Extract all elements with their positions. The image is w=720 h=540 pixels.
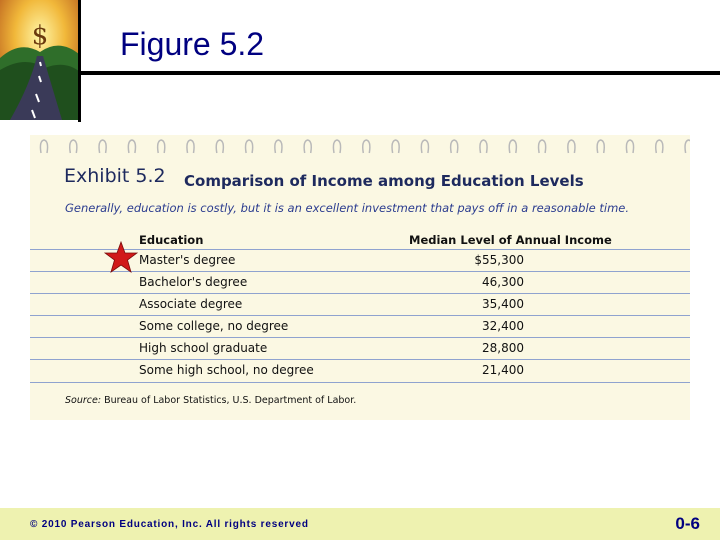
education-cell: Bachelor's degree [139, 275, 248, 289]
source-note [65, 395, 356, 406]
exhibit-title: Comparison of Income among Education Levels [184, 172, 584, 190]
education-cell: Master's degree [139, 253, 236, 267]
spiral-ring [568, 140, 575, 153]
table-row [30, 293, 690, 315]
star-icon [104, 241, 138, 273]
road-to-money-logo-icon [0, 0, 80, 120]
education-cell: High school graduate [139, 341, 268, 355]
spiral-ring [304, 140, 311, 153]
income-cell: 35,400 [482, 297, 524, 311]
footer-bar [0, 508, 720, 540]
slide-title: Figure 5.2 [120, 26, 265, 62]
spiral-ring [480, 140, 487, 153]
spiral-ring [128, 140, 135, 153]
spiral-ring [451, 140, 458, 153]
spiral-ring [392, 140, 399, 153]
table-row [30, 337, 690, 359]
income-cell: 32,400 [482, 319, 524, 333]
spiral-ring [363, 140, 370, 153]
education-cell: Some college, no degree [139, 319, 289, 333]
spiral-ring [656, 140, 663, 153]
spiral-binding [30, 137, 690, 157]
title-rule [78, 71, 720, 75]
education-cell: Associate degree [139, 297, 243, 311]
spiral-ring [509, 140, 516, 153]
spiral-ring [187, 140, 194, 153]
spiral-ring [70, 140, 77, 153]
exhibit-card [30, 135, 690, 420]
education-column-header: Education [139, 233, 204, 247]
spiral-ring [333, 140, 340, 153]
source-label: Source: [65, 395, 102, 406]
exhibit-subtitle: Generally, education is costly, but it is an excellent investment that pays off in a reasonable time. [65, 201, 630, 215]
table-row [30, 315, 690, 337]
income-cell: 28,800 [482, 341, 524, 355]
header-left-rule [78, 0, 81, 122]
table-row [30, 271, 690, 293]
spiral-ring [597, 140, 604, 153]
spiral-ring [216, 140, 223, 153]
income-cell: 21,400 [482, 363, 524, 377]
income-cell: $55,300 [474, 253, 524, 267]
spiral-ring [626, 140, 633, 153]
income-cell: 46,300 [482, 275, 524, 289]
source-text: Bureau of Labor Statistics, U.S. Department of Labor. [104, 395, 357, 406]
spiral-ring [275, 140, 282, 153]
spiral-ring [539, 140, 546, 153]
spiral-ring [158, 140, 165, 153]
copyright-text: © 2010 Pearson Education, Inc. All rights reserved [30, 519, 309, 530]
spiral-ring [99, 140, 106, 153]
spiral-ring [421, 140, 428, 153]
table-row [30, 359, 690, 383]
svg-text:$: $ [31, 21, 49, 51]
spiral-ring [685, 140, 690, 153]
spiral-ring [246, 140, 253, 153]
page-number: 0-6 [675, 514, 700, 533]
income-column-header: Median Level of Annual Income [409, 233, 612, 247]
spiral-ring [40, 140, 47, 153]
education-cell: Some high school, no degree [139, 363, 314, 377]
exhibit-label: Exhibit 5.2 [64, 165, 166, 187]
